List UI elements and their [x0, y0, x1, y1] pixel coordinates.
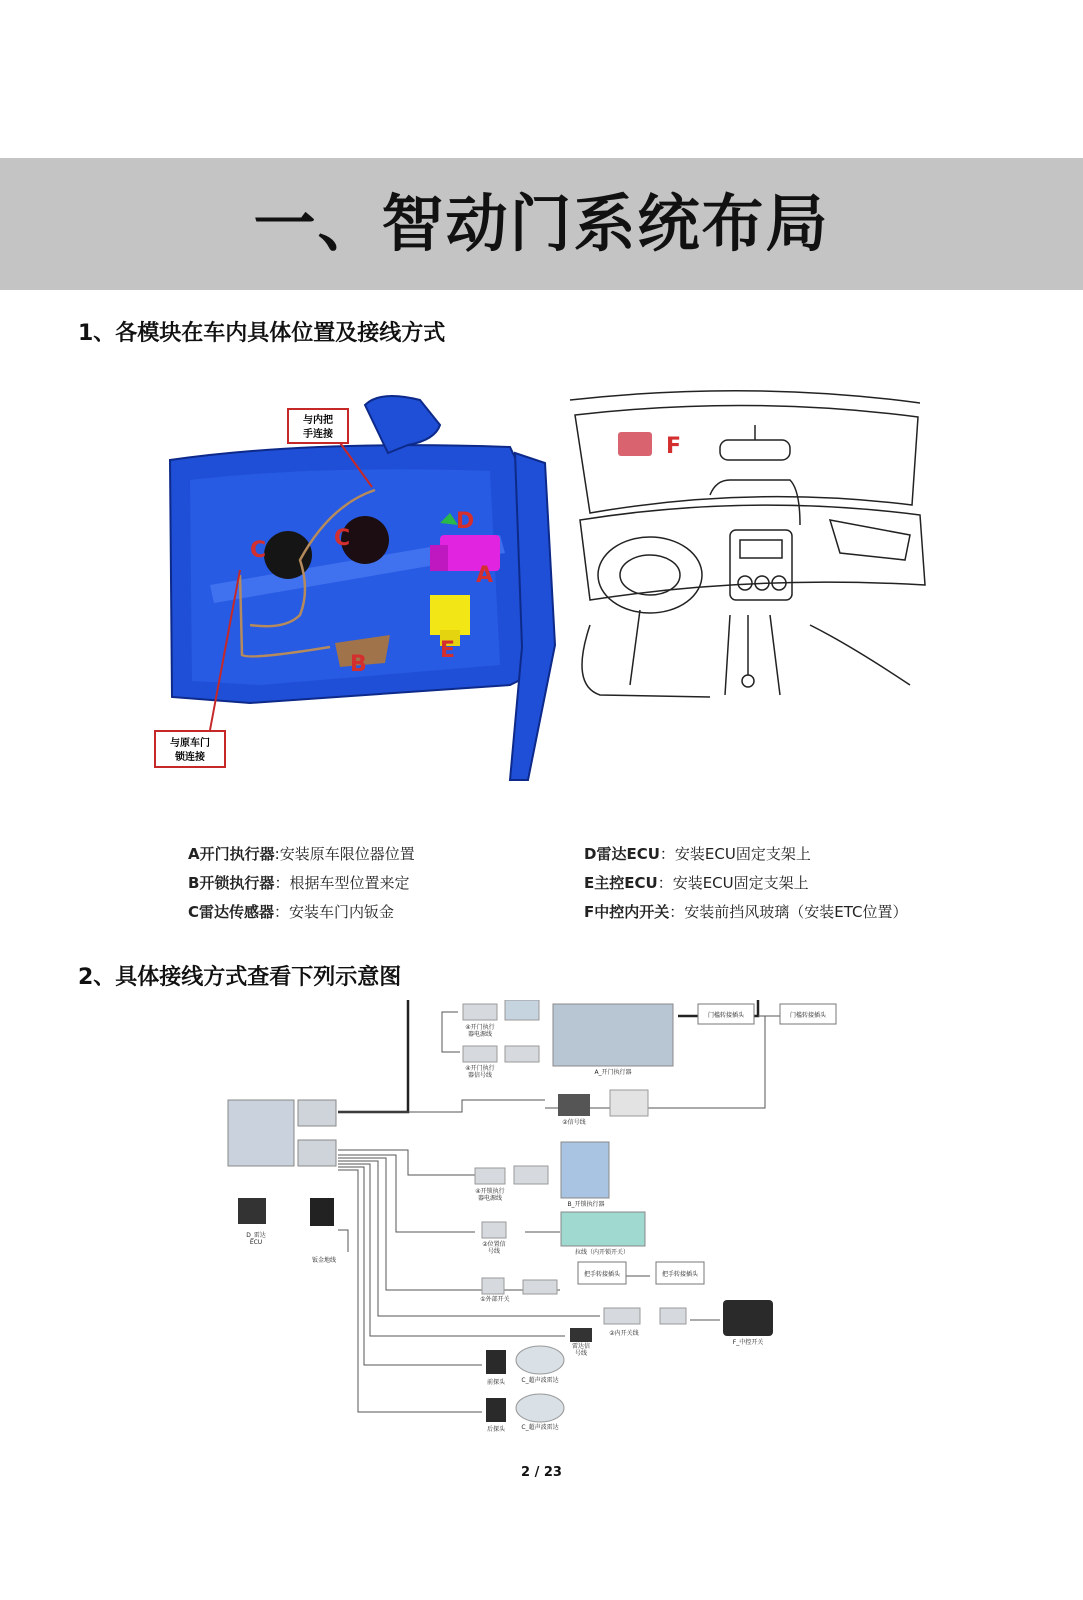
page-title: 一、智动门系统布局: [253, 187, 830, 260]
signal-line-label: ②信号线: [562, 1119, 586, 1126]
inner-switch-label: ②内开关线: [609, 1330, 639, 1337]
b-actuator-label: B_开锁执行器: [567, 1201, 605, 1208]
door-panel-illustration: [170, 396, 555, 780]
inner-handle-callout-line2: 手连接: [303, 429, 333, 440]
ext-switch-label: ①外部开关: [480, 1296, 510, 1303]
a-signal-label-1: ④开门执行: [465, 1065, 495, 1072]
layout-figure: [150, 385, 940, 795]
a-power-label-2: 器电源线: [467, 1031, 493, 1038]
wiring-diagram: [220, 1000, 840, 1460]
door-conn-label-1: 门槛转接插头: [707, 1012, 745, 1019]
component-images: [228, 1000, 773, 1422]
pos-line-label-1: ②位置信: [482, 1241, 506, 1248]
handle-conn-label-2: 把手转接插头: [661, 1271, 699, 1278]
orig-lock-callout-line1: 与原车门: [170, 738, 210, 749]
handle-conn-label-1: 把手转接插头: [583, 1271, 621, 1278]
title-banner: [0, 158, 1083, 290]
rear-probe-label: 后探头: [486, 1426, 506, 1433]
legend-item-f: F中控内开关：安装前挡风玻璃（安装ETC位置）: [584, 903, 908, 921]
ground-label: 钣金地线: [311, 1257, 337, 1264]
ecu-label-2: ECU: [249, 1239, 263, 1246]
door-conn-label-2: 门槛转接插头: [789, 1012, 827, 1019]
legend-item-b: B开锁执行器：根据车型位置来定: [188, 874, 410, 892]
marker-a: A: [476, 563, 494, 588]
marker-c-left: C: [250, 538, 267, 563]
marker-d: D: [456, 509, 475, 534]
inner-handle-callout-line1: 与内把: [303, 415, 333, 426]
marker-e: E: [440, 638, 456, 663]
section1-heading: 1、各模块在车内具体位置及接线方式: [78, 321, 446, 346]
a-power-label-1: ④开门执行: [465, 1024, 495, 1031]
ecu-label-1: D_雷达: [246, 1232, 266, 1239]
legend-item-c: C雷达传感器：安装车门内钣金: [188, 903, 395, 921]
section2-heading: 2、具体接线方式查看下列示意图: [78, 965, 402, 990]
legend-item-e: E主控ECU：安装ECU固定支架上: [584, 874, 809, 892]
front-probe-label: 前探头: [486, 1379, 506, 1386]
aux-line-label-2: 号线: [574, 1350, 588, 1357]
f-switch-label: F_中控开关: [732, 1339, 764, 1346]
orig-lock-callout-line2: 锁连接: [175, 752, 205, 763]
b-line-label-1: ④开锁执行: [475, 1188, 505, 1195]
legend-item-a: A开门执行器:安装原车限位器位置: [188, 845, 415, 863]
front-radar-label: C_超声波雷达: [521, 1377, 559, 1384]
a-signal-label-2: 器信号线: [467, 1072, 493, 1079]
legend-left: [188, 840, 415, 927]
marker-b: B: [350, 652, 367, 677]
pos-line-label-2: 号线: [487, 1248, 501, 1255]
pull-wire-label: 拉线（内开锁开关）: [574, 1249, 630, 1256]
b-line-label-2: 器电源线: [477, 1195, 503, 1202]
a-actuator-label: A_开门执行器: [594, 1069, 632, 1076]
legend-right: [584, 840, 908, 927]
aux-line-label-1: 雷达信: [571, 1343, 591, 1350]
page-number: 2 / 23: [521, 1465, 562, 1480]
marker-f: F: [666, 434, 682, 459]
rear-radar-label: C_超声波雷达: [521, 1424, 559, 1431]
legend-item-d: D雷达ECU：安装ECU固定支架上: [584, 845, 811, 863]
f-switch-device: [618, 432, 652, 456]
marker-c-right: C: [334, 526, 351, 551]
